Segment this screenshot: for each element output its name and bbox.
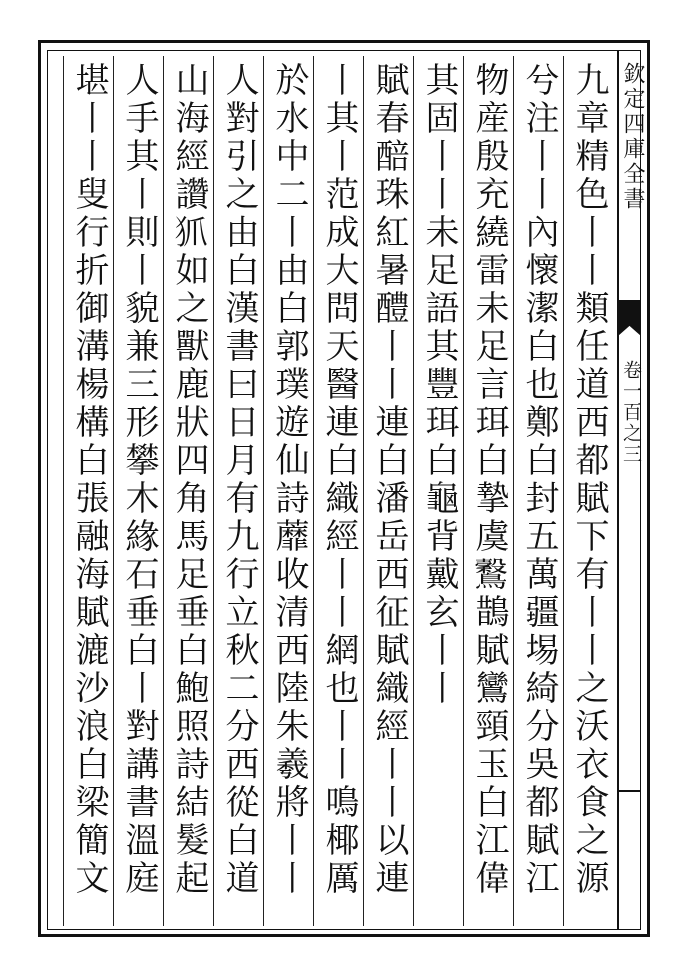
column-rule: [513, 56, 514, 926]
column-rule: [413, 56, 414, 926]
text-body: [50, 56, 616, 926]
volume-label: 卷一百之三: [620, 360, 642, 465]
text-column: 丨其丨范成大問天醫連白織經丨丨網也丨丨鳴椰厲: [319, 62, 359, 898]
text-column: 堪丨丨叟行折御溝楊構白張融海賦漉沙浪白梁簡文: [69, 62, 109, 898]
text-column: 兮注丨丨內懷潔白也鄭白封五萬疆埸綺分吳都賦江: [519, 62, 559, 898]
text-column: 人對引之由白漢書曰日月有九行立秋二分西從白道: [219, 62, 259, 898]
column-rule: [213, 56, 214, 926]
column-rule: [363, 56, 364, 926]
text-column: 人手其丨則丨貌兼三形攀木緣石垂白丨對講書溫庭: [119, 62, 159, 898]
text-column: 九章精色丨丨類任道西都賦下有丨丨之沃衣食之源: [569, 62, 609, 898]
text-column: 山海經讚𤜶如之獸鹿狀四角馬足垂白鮑照詩結髮起: [169, 62, 209, 898]
header-rule: [618, 790, 641, 792]
column-rule: [113, 56, 114, 926]
text-column: 物産殷充繞雷未足言珥白摯虞𪇗鵲賦鸞頸玉白江偉: [469, 62, 509, 898]
header-divider: [617, 50, 619, 930]
column-rule: [313, 56, 314, 926]
column-rule: [263, 56, 264, 926]
column-rule: [163, 56, 164, 926]
book-title: 欽定四庫全書: [620, 62, 645, 212]
column-rule: [463, 56, 464, 926]
column-rule: [63, 56, 64, 926]
text-column: 於水中二丨由白郭璞遊仙詩蘼收清西陸朱羲將丨丨: [269, 62, 309, 898]
column-rule: [563, 56, 564, 926]
text-column: 其固丨丨未足語其豐珥白龜背戴玄丨丨: [419, 62, 459, 708]
text-column: 賦春醅珠紅暑醴丨丨連白潘岳西征賦織經丨丨以連: [369, 62, 409, 898]
